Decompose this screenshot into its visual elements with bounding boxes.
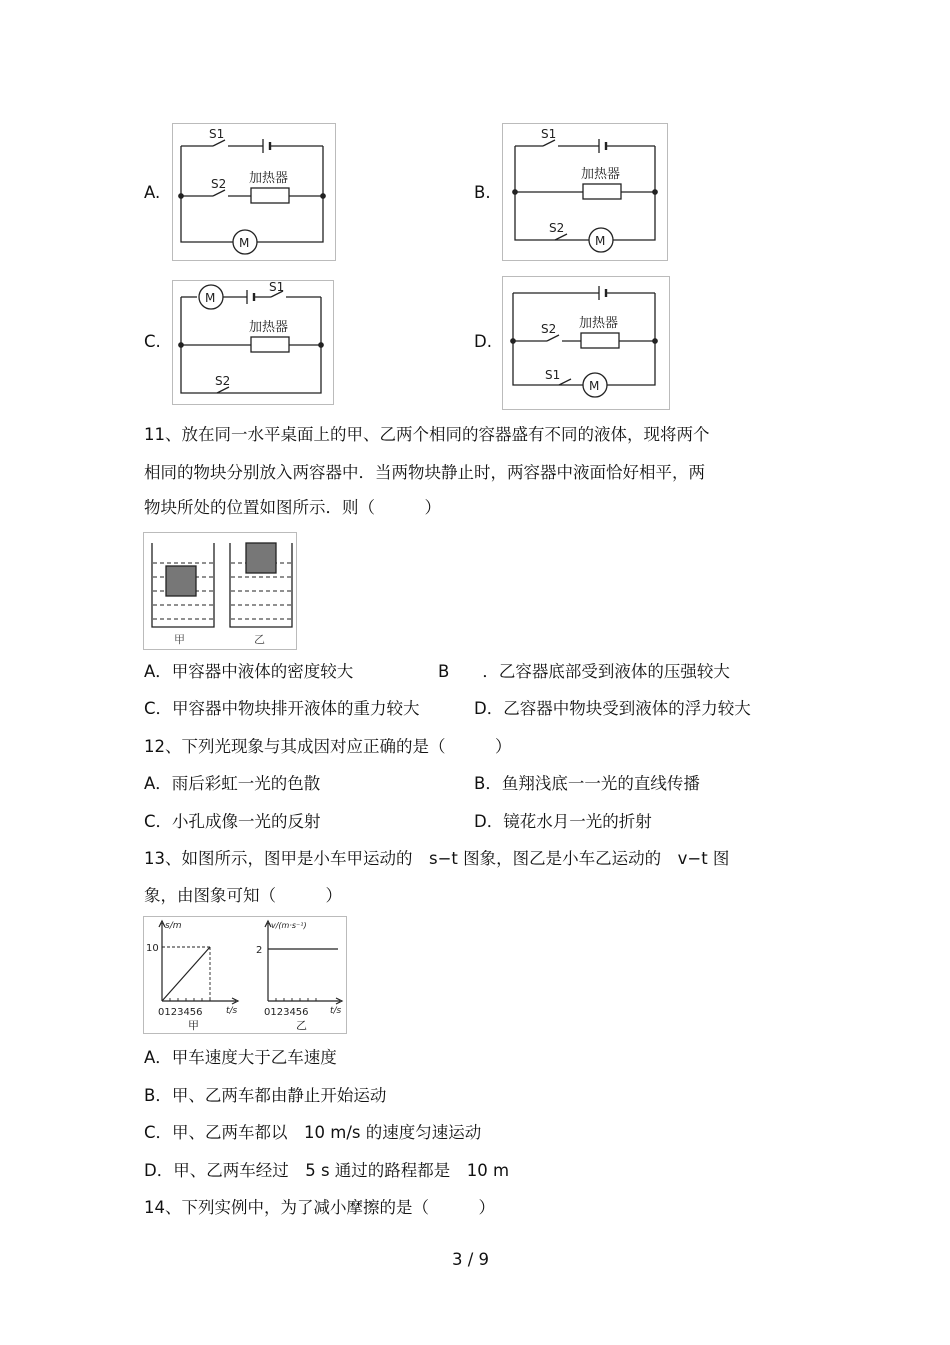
q10-b-motor: M (595, 234, 606, 248)
q10-c-motor: M (205, 291, 216, 305)
q13-g2-ylabel: v/(m·s⁻¹) (271, 921, 307, 930)
q10-b-heater: 加热器 (581, 167, 621, 182)
q13-stem-line-1: 13、如图所示，图甲是小车甲运动的 s−t 图象，图乙是小车乙运动的 v−t 图 (144, 849, 730, 868)
q10-d-heater: 加热器 (579, 316, 619, 331)
page-number: 3 / 9 (452, 1250, 490, 1269)
q10-c-heater: 加热器 (249, 320, 289, 335)
q10-d-s1: S1 (545, 368, 561, 382)
q13-g1-caption: 甲 (188, 1019, 199, 1032)
q10-b-s2: S2 (549, 221, 565, 235)
q13-option-d: D．甲、乙两车经过 5 s 通过的路程都是 10 m (144, 1161, 510, 1180)
q10-option-d-letter: D. (474, 332, 492, 351)
q11-option-a: A．甲容器中液体的密度较大 (144, 662, 354, 681)
q10-b-s1: S1 (541, 127, 557, 141)
q13-g1-ytick: 10 (146, 943, 159, 954)
q12-option-c: C．小孔成像一光的反射 (144, 812, 321, 831)
q11-fig-label-yi: 乙 (254, 633, 265, 646)
q13-option-b: B．甲、乙两车都由静止开始运动 (144, 1086, 387, 1105)
q11-option-c: C．甲容器中物块排开液体的重力较大 (144, 699, 420, 718)
q10-d-motor: M (589, 379, 600, 393)
q14-stem: 14、下列实例中，为了减小摩擦的是（ ） (144, 1198, 495, 1217)
q10-option-c-letter: C. (144, 332, 161, 351)
q13-g2-xlabel: t/s (330, 1006, 342, 1016)
q13-graphs-figure (143, 916, 347, 1034)
q11-option-b: B ．乙容器底部受到液体的压强较大 (438, 662, 730, 681)
q10-a-motor: M (239, 236, 250, 250)
q11-containers-figure (143, 532, 297, 650)
q13-g2-ytick: 2 (256, 945, 263, 956)
q10-d-s2: S2 (541, 322, 557, 336)
q10-circuit-b (502, 123, 668, 261)
q13-option-c: C．甲、乙两车都以 10 m/s 的速度匀速运动 (144, 1123, 482, 1142)
q13-option-a: A．甲车速度大于乙车速度 (144, 1048, 337, 1067)
q13-g1-xlabel: t/s (226, 1006, 238, 1016)
q12-option-d: D．镜花水月一光的折射 (474, 812, 652, 831)
q13-g2-xticks: 0123456 (264, 1007, 309, 1018)
q12-option-a: A．雨后彩虹一光的色散 (144, 774, 321, 793)
q10-option-a-letter: A. (144, 183, 161, 202)
q10-c-s1: S1 (269, 281, 285, 294)
q10-a-s2: S2 (211, 177, 227, 191)
q13-g1-ylabel: s/m (165, 921, 182, 931)
q12-stem: 12、下列光现象与其成因对应正确的是（ ） (144, 737, 512, 756)
q13-stem-line-2: 象，由图象可知（ ） (144, 886, 342, 905)
q10-circuit-a (172, 123, 336, 261)
q11-option-d: D．乙容器中物块受到液体的浮力较大 (474, 699, 751, 718)
q11-stem-line-2: 相同的物块分别放入两容器中．当两物块静止时，两容器中液面恰好相平，两 (144, 463, 705, 482)
q10-circuit-c (172, 280, 334, 405)
q10-circuit-d (502, 276, 670, 410)
q10-c-s2: S2 (215, 374, 231, 388)
q11-fig-label-jia: 甲 (174, 633, 185, 646)
q13-g1-xticks: 0123456 (158, 1007, 203, 1018)
q11-stem-line-3: 物块所处的位置如图所示．则（ ） (144, 498, 441, 517)
q10-a-s1: S1 (209, 127, 225, 141)
q12-option-b: B．鱼翔浅底一一光的直线传播 (474, 774, 700, 793)
q13-g2-caption: 乙 (296, 1019, 307, 1032)
q10-option-b-letter: B. (474, 183, 491, 202)
q11-stem-line-1: 11、放在同一水平桌面上的甲、乙两个相同的容器盛有不同的液体，现将两个 (144, 425, 710, 444)
q10-a-heater: 加热器 (249, 171, 289, 186)
